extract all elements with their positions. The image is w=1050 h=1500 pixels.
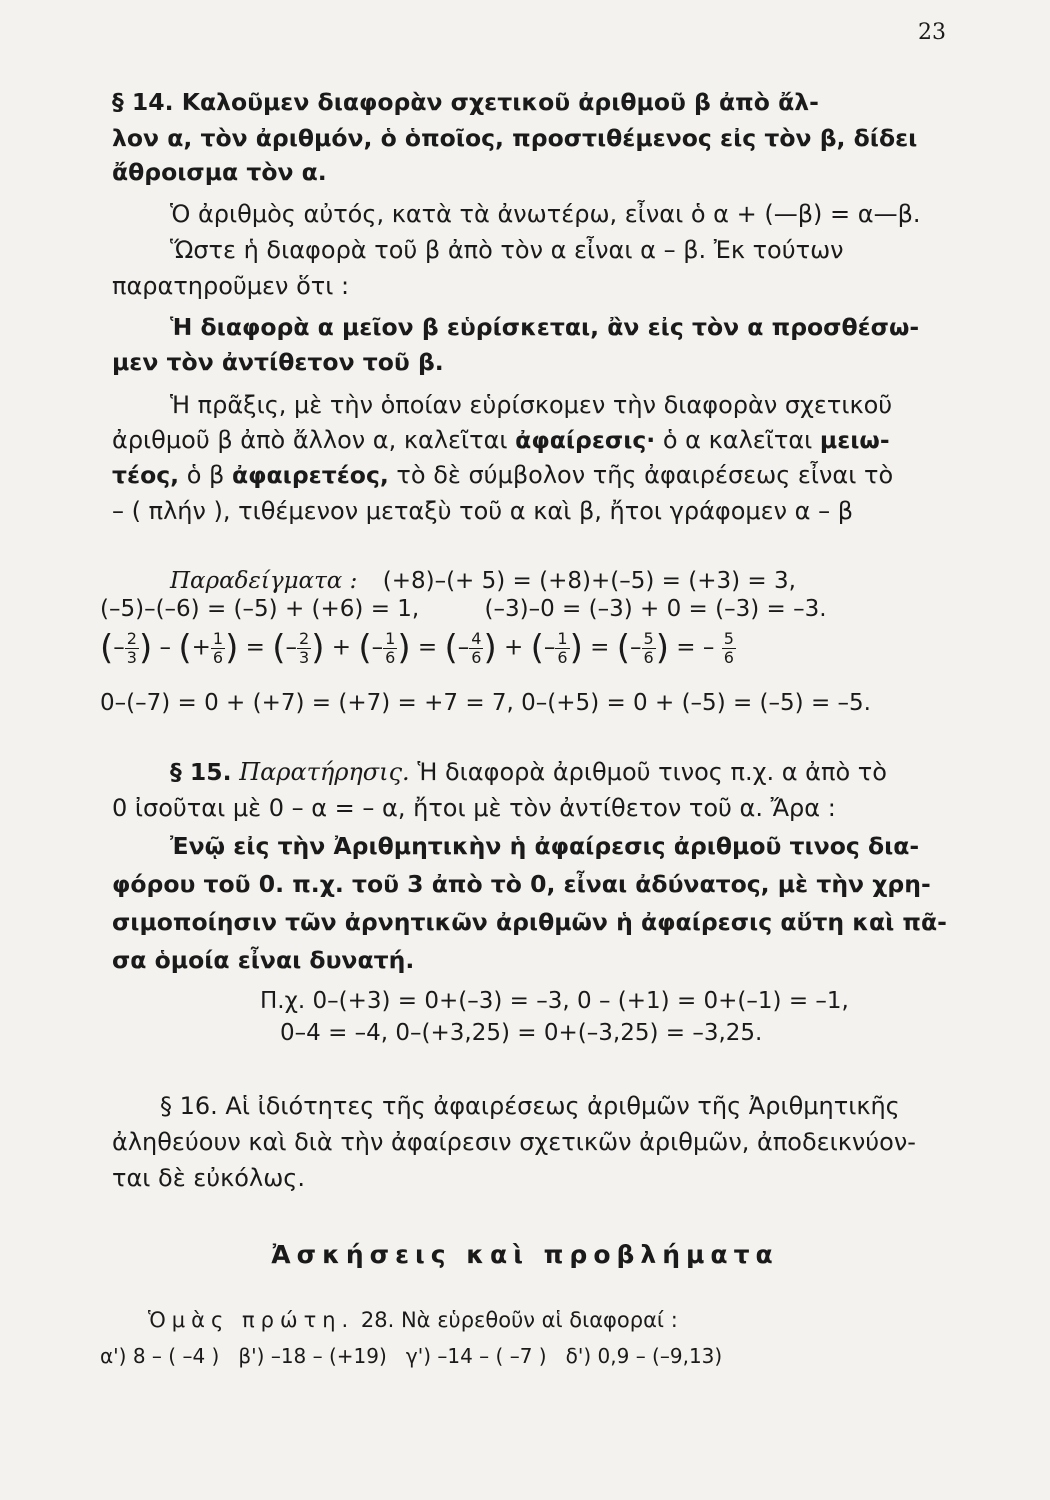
example-2b: (–3)–0 = (–3) + 0 = (–3) = –3. [484,596,827,622]
fraction: $\frac{4}{6}$ [471,628,482,667]
s15-rule-line-1: Ἐνῷ εἰς τὴν Ἀριθμητικὴν ἡ ἀφαίρεσις ἀριθμοῦ τινος δια- [170,832,920,860]
s14-rule-line-2: μεν τὸν ἀντίθετον τοῦ β. [112,348,444,376]
examples-row-4: 0–(–7) = 0 + (+7) = (+7) = +7 = 7, 0–(+5) = 0 + (–5) = (–5) = –5. [100,690,871,716]
s15-example-1: Π.χ. 0–(+3) = 0+(–3) = –3, 0 – (+1) = 0+(–1) = –1, [260,988,849,1014]
s16-line-1: § 16. Αἱ ἰδιότητες τῆς ἀφαιρέσεως ἀριθμῶν τῆς Ἀριθμητικῆς [160,1092,900,1120]
s15-rule-line-4: σα ὁμοία εἶναι δυνατή. [112,946,415,974]
page-number: 23 [918,20,946,45]
s14-rule-line-1: Ἡ διαφορὰ α μεῖον β εὑρίσκεται, ἂν εἰς τὸν α προσθέσω- [170,313,920,341]
s14-definition-line-2: λον α, τὸν ἀριθμόν, ὁ ὁποῖος, προστιθέμενος εἰς τὸν β, δίδει [112,124,918,152]
exercise-items: α') 8 – ( –4 ) β') –18 – (+19) γ') –14 – ( –7 ) δ') 0,9 – (–9,13) [100,1344,723,1368]
fraction: $\frac{5}{6}$ [723,628,734,667]
s14-text-line-6: παρατηροῦμεν ὅτι : [112,272,350,300]
fraction: $\frac{1}{6}$ [212,628,224,667]
s15-line-2: 0 ἰσοῦται μὲ 0 – α = – α, ἤτοι μὲ τὸν ἀντίθετον τοῦ α. Ἄρα : [112,794,836,822]
s16-line-3: ται δὲ εὐκόλως. [112,1164,306,1192]
exercises-title: Ἀσκήσεις καὶ προβλήματα [271,1240,779,1269]
fraction: $\frac{5}{6}$ [643,628,654,667]
term-subtraction: ἀφαίρεσις· [515,426,656,454]
s15-rule-line-3: σιμοποίησιν τῶν ἀρνητικῶν ἀριθμῶν ἡ ἀφαίρεσις αὕτη καὶ πᾶ- [112,908,947,936]
s14-definition-line-1: § 14. Καλοῦμεν διαφορὰν σχετικοῦ ἀριθμοῦ β ἀπὸ ἄλ- [112,88,819,116]
example-2a: (–5)–(–6) = (–5) + (+6) = 1, [100,596,420,622]
s15-rule-line-2: φόρου τοῦ 0. π.χ. τοῦ 3 ἀπὸ τὸ 0, εἶναι ἀδύνατος, μὲ τὴν χρη- [112,870,931,898]
s14-text-line-5: Ὥστε ἡ διαφορὰ τοῦ β ἀπὸ τὸν α εἶναι α – β. Ἐκ τούτων [170,236,844,264]
fraction: $\frac{2}{3}$ [126,628,137,667]
s15-heading: § 15. [170,758,232,786]
s14-operation-line-1: Ἡ πρᾶξις, μὲ τὴν ὁποίαν εὑρίσκομεν τὴν διαφορὰν σχετικοῦ [170,391,893,419]
group-label: Ὁμὰς πρώτη. [148,1308,355,1332]
examples-row-1 [170,568,950,594]
text: ὁ α καλεῖται [655,426,820,454]
s15-text: Ἡ διαφορὰ ἀριθμοῦ τινος π.χ. α ἀπὸ τὸ [417,758,887,786]
text: ἀριθμοῦ β ἀπὸ ἄλλον α, καλεῖται [112,426,516,454]
examples-row-3-fractions: (– $\frac{2}{3}$ ) – (+ $\frac{1}{6}$ ) = (– $\frac{2}{3}$ ) + (– $\frac{1}{6}$ ) = (– $\frac{4}{6}$ ) + (– $\frac{1}{6}$ ) = (– $\frac{5}{6}$ ) = – $\frac{5}{6}$ [100,628,734,668]
s14-text-line-4: Ὁ ἀριθμὸς αὐτός, κατὰ τὰ ἀνωτέρω, εἶναι ὁ α + (—β) = α—β. [170,200,921,228]
text: τὸ δὲ σύμβολον τῆς ἀφαιρέσεως εἶναι τὸ [388,461,894,489]
text: ὁ β [179,461,232,489]
s14-operation-line-4: – ( πλήν ), τιθέμενον μεταξὺ τοῦ α καὶ β, ἤτοι γράφομεν α – β [112,497,854,525]
s14-definition-line-3: ἄθροισμα τὸν α. [112,158,327,186]
fraction: $\frac{1}{6}$ [557,628,568,667]
fraction: $\frac{1}{6}$ [385,628,396,667]
s16-line-2: ἀληθεύουν καὶ διὰ τὴν ἀφαίρεσιν σχετικῶν ἀριθμῶν, ἀποδεικνύον- [112,1128,916,1156]
fraction: $\frac{2}{3}$ [299,628,310,667]
s15-example-2: 0–4 = –4, 0–(+3,25) = 0+(–3,25) = –3,25. [280,1020,763,1046]
example-1: (+8)–(+ 5) = (+8)+(–5) = (+3) = 3, [382,568,796,594]
problem-28: 28. Νὰ εὑρεθοῦν αἱ διαφοραί : [360,1308,678,1332]
term-minuend-end: τέος, [112,461,180,489]
s15-remark-label: Παρατήρησις. [239,758,410,786]
term-subtrahend: ἀφαιρετέος, [231,461,389,489]
examples-row-2 [100,596,950,622]
examples-label: Παραδείγματα : [170,568,358,594]
term-minuend: μειω- [819,426,890,454]
